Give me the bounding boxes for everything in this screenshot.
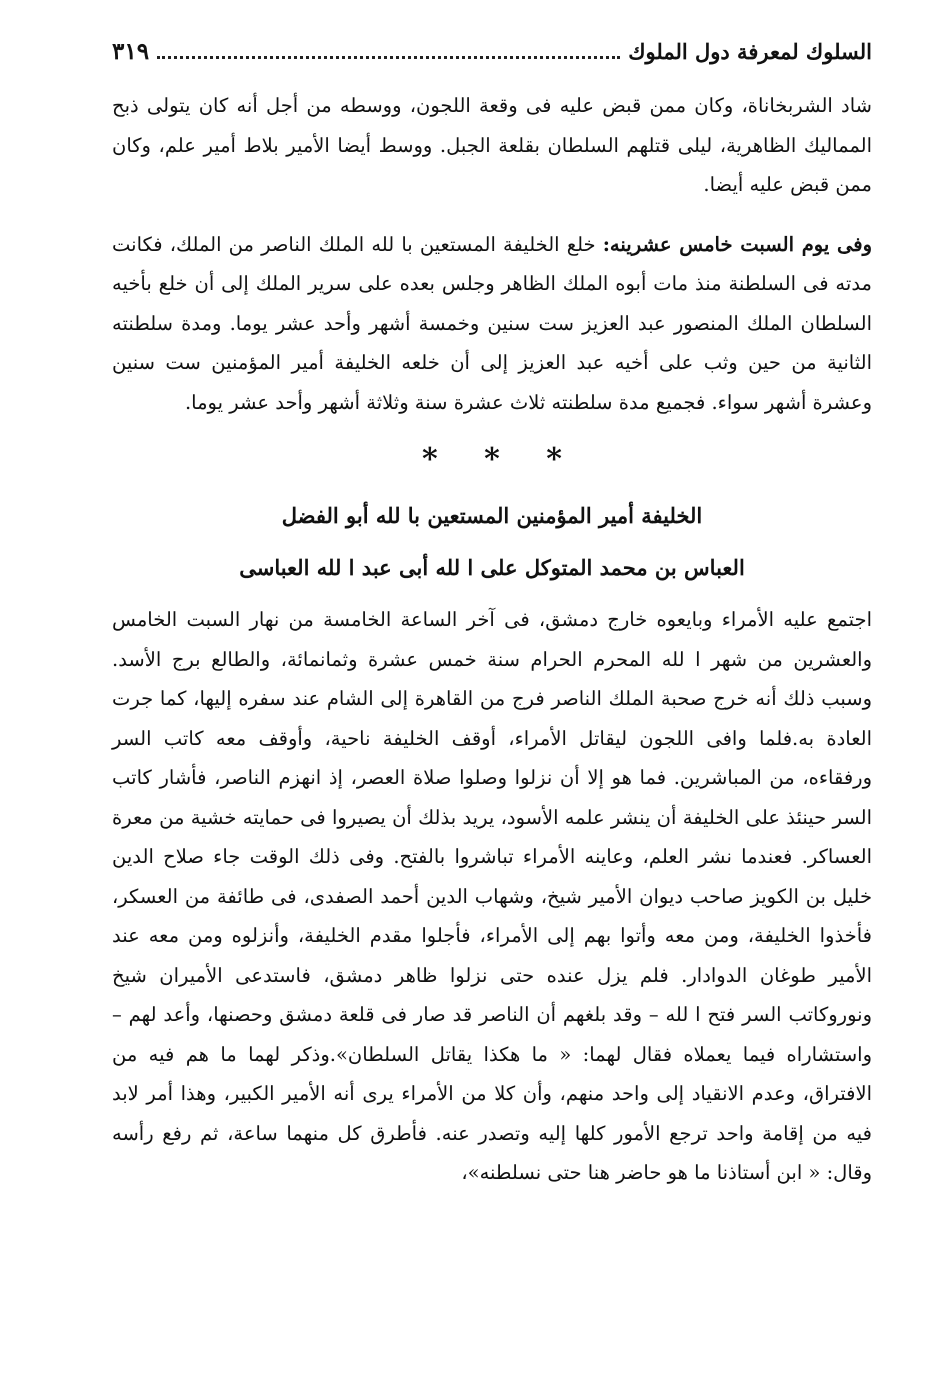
dotted-leader	[157, 55, 620, 59]
paragraph-lead-date: وفى يوم السبت خامس عشرينه:	[602, 232, 872, 256]
page-header	[112, 38, 872, 84]
section-separator: * * *	[422, 442, 580, 477]
paragraph-text: خلع الخليفة المستعين با لله الملك الناصر من الملك، فكانت مدته فى السلطنة منذ مات أبوه الملك الظاهر وجلس بعده على سرير الملك إلى أن خلع بأخيه السلطان الملك المنصور عبد العزيز ست سنين وخمسة أشهر وأحد عشر يوما. ومدة سلطنته الثانية من حين وثب على أخيه عبد العزيز إلى أن خلعه الخليفة أمير المؤمنين ست سنين وعشرة أشهر سواء. فجميع مدة سلطنته ثلاث عشرة سنة وثلاثة أشهر وأحد عشر يوما.	[112, 232, 872, 414]
section-heading-line-2: العباس بن محمد المتوكل على ا لله أبى عبد ا لله العباسى	[239, 555, 745, 580]
section-heading-line-1: الخليفة أمير المؤمنين المستعين با لله أبو الفضل	[281, 503, 703, 528]
paragraph-text: اجتمع عليه الأمراء وبايعوه خارج دمشق، فى آخر الساعة الخامسة من نهار السبت الخامس والعشرين من شهر ا لله المحرم الحرام سنة خمس عشرة وثمانمائة، والطالع برج الأسد. وسبب ذلك أنه خرج صحبة الملك الناصر فرج من القاهرة إلى الشام عند سفره إليها، كما جرت العادة به.فلما وافى اللجون ليقاتل الأمراء، أوقف الخليفة ناحية، وأوقف معه كاتب السر ورفقاءه، من المباشرين. فما هو إلا أن نزلوا وصلوا صلاة العصر، إذ انهزم الناصر، فأشار كاتب السر حينئذ على الخليفة أن ينشر علمه الأسود، يريد بذلك أن يصيروا فى حمايته خشية من معرة العساكر. فعندما نشر العلم، وعاينه الأمراء تباشروا بالفتح. وفى ذلك الوقت جاء صلاح الدين خليل بن الكويز صاحب ديوان الأمير شيخ، وشهاب الدين أحمد الصفدى، فى طائفة من العسكر، فأخذوا الخليفة، ومن معه وأتوا بهم إلى الأمراء، فأجلوا مقدم الخليفة، وأنزلوه ومن معه عند الأمير طوغان الدوادار. فلم يزل عنده حتى نزلوا ظاهر دمشق، فاستدعى الأميران شيخ ونوروكاتب السر فتح ا لله – وقد بلغهم أن الناصر قد صار فى قلعة دمشق وحصنها، وأعد لهم – واستشاراه فيما يعملاه فقال لهما: « ما هكذا يقاتل السلطان».وذكر لهما ما هم فيه من الافتراق، وعدم الانقياد إلى واحد منهم، وأن كلا من الأمراء يرى أنه الأمير الكبير، وهذا أمر لابد فيه من إقامة واحد ترجع الأمور كلها إليه وتصدر عنه. فأطرق كل منهما ساعة، ثم رفع رأسه وقال: « ابن أستاذنا ما هو حاضر هنا حتى نسلطنه»،	[112, 608, 872, 1184]
paragraph-text: شاد الشربخاناة، وكان ممن قبض عليه فى وقعة اللجون، ووسطه من أجل أنه كان يتولى ذبح المماليك الظاهرية، ليلى قتلهم السلطان بقلعة الجبل. ووسط أيضا الأمير بلاط أمير علم، وكان ممن قبض عليه أيضا.	[112, 94, 872, 196]
paragraph-allegiance	[112, 600, 872, 1193]
paragraph-deposition	[112, 225, 872, 423]
running-title: السلوك لمعرفة دول الملوك	[628, 39, 872, 64]
paragraph-continuation	[112, 86, 872, 205]
page-number: ٣١٩	[112, 38, 150, 65]
